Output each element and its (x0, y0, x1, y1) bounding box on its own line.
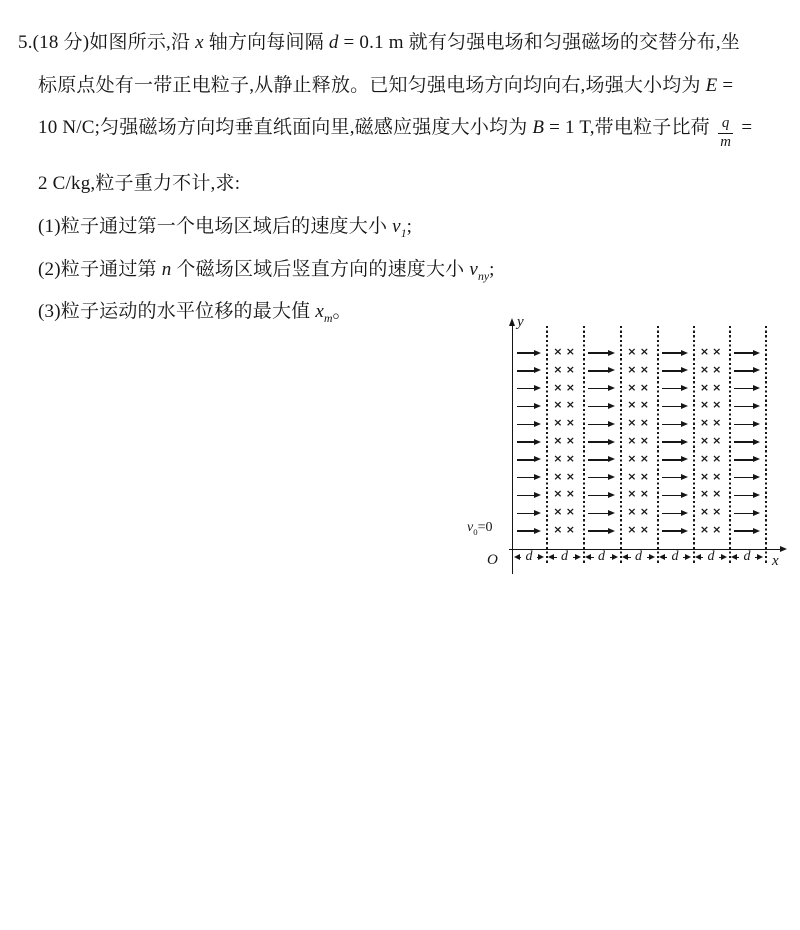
b-field-cross-symbol: × (712, 505, 722, 519)
b-field-cross-symbol: × (712, 416, 722, 430)
e-field-arrow-line (734, 424, 753, 426)
e-field-arrow-line (588, 441, 608, 443)
e-field-arrow-line (662, 530, 681, 532)
b-field-cross-symbol: × (627, 398, 637, 412)
e-field-arrow-head (608, 492, 615, 498)
d-segment-label: d (743, 549, 751, 564)
e-field-arrow-head (608, 403, 615, 409)
b-field-cross-symbol: × (553, 505, 563, 519)
problem-line-2 (38, 70, 733, 97)
e-field-arrow-line (734, 459, 753, 461)
e-field-arrow-line (662, 424, 681, 426)
e-field-arrow-head (753, 403, 760, 409)
b-field-cross-symbol: × (553, 345, 563, 358)
e-field-arrow-head (753, 439, 760, 445)
e-field-arrow-head (753, 492, 760, 498)
e-field-arrow-line (588, 388, 608, 390)
b-field-cross-symbol: × (627, 362, 637, 376)
question-2 (38, 254, 495, 284)
b-field-cross-symbol: × (699, 362, 710, 376)
math-var-v0: v (467, 520, 474, 535)
b-field-cross-symbol: × (699, 398, 710, 412)
e-field-arrow-head (608, 510, 615, 516)
text-run: 个磁场区域后竖直方向的速度大小 (171, 259, 470, 280)
e-field-arrow-line (662, 477, 681, 479)
d-segment-label: d (598, 549, 605, 564)
b-field-cross-symbol: × (565, 487, 576, 501)
e-field-arrow-head (534, 439, 541, 445)
e-field-arrow-line (588, 513, 608, 515)
region-boundary-dotted-line (657, 326, 659, 564)
text-run: 标原点处有一带正电粒子,从静止释放。已知匀强电场方向均向右,场强大小均为 (38, 75, 706, 96)
e-field-arrow-line (517, 477, 534, 479)
b-field-cross-symbol: × (639, 434, 650, 447)
fraction-q-over-m (718, 116, 734, 150)
e-field-arrow-line (734, 352, 753, 354)
b-field-cross-symbol: × (565, 523, 576, 536)
region-boundary-dotted-line (620, 326, 622, 564)
e-field-arrow-head (753, 528, 760, 534)
e-field-arrow-head (681, 385, 688, 391)
text-run: 5.(18 分)如图所示,沿 (18, 32, 196, 53)
y-axis-arrow-head (509, 318, 515, 326)
b-field-cross-symbol: × (639, 523, 650, 536)
question-3 (38, 296, 352, 326)
b-field-cross-symbol: × (639, 487, 650, 501)
d-segment-label: d (525, 549, 533, 564)
d-segment-label: d (707, 549, 715, 564)
text-run: 2 C/kg,粒子重力不计,求: (38, 173, 241, 194)
b-field-cross-symbol: × (565, 380, 576, 394)
b-field-cross-symbol: × (712, 345, 722, 358)
initial-velocity-label (467, 520, 492, 537)
b-field-cross-symbol: × (627, 487, 637, 501)
math-var-q: q (718, 116, 734, 134)
v0-equals-zero: =0 (477, 520, 493, 535)
e-field-arrow-head (534, 421, 541, 427)
d-arrow-right-head (538, 554, 544, 560)
b-field-cross-symbol: × (639, 416, 650, 430)
e-field-arrow-head (534, 403, 541, 409)
y-axis (512, 324, 513, 574)
text-run: (1)粒子通过第一个电场区域后的速度大小 (38, 216, 393, 237)
e-field-arrow-line (517, 513, 534, 515)
b-field-cross-symbol: × (699, 469, 710, 483)
text-run: (3)粒子运动的水平位移的最大值 (38, 301, 316, 322)
b-field-cross-symbol: × (639, 345, 650, 358)
math-var-xm: x (315, 301, 324, 322)
b-field-cross-symbol: × (639, 362, 650, 376)
b-field-cross-symbol: × (627, 469, 637, 483)
b-field-cross-symbol: × (699, 345, 710, 358)
region-boundary-dotted-line (583, 326, 585, 564)
e-field-arrow-line (517, 459, 534, 461)
region-boundary-dotted-line (693, 326, 695, 564)
subscript-0: 0 (473, 526, 478, 537)
b-field-cross-symbol: × (553, 451, 563, 465)
text-run: 10 N/C;匀强磁场方向均垂直纸面向里,磁感应强度大小均为 (38, 117, 533, 138)
e-field-arrow-line (662, 352, 681, 354)
b-field-cross-symbol: × (712, 451, 722, 465)
e-field-arrow-line (517, 495, 534, 497)
text-run: 。 (332, 301, 352, 322)
d-arrow-right-head (685, 554, 691, 560)
e-field-arrow-line (662, 495, 681, 497)
e-field-arrow-head (608, 456, 615, 462)
subscript-1: 1 (400, 226, 407, 240)
e-field-arrow-head (608, 474, 615, 480)
b-field-cross-symbol: × (553, 416, 563, 430)
e-field-arrow-head (681, 403, 688, 409)
e-field-arrow-head (753, 421, 760, 427)
b-field-cross-symbol: × (639, 505, 650, 519)
e-field-arrow-head (681, 439, 688, 445)
e-field-arrow-head (534, 350, 541, 356)
b-field-cross-symbol: × (699, 451, 710, 465)
e-field-arrow-line (734, 477, 753, 479)
b-field-cross-symbol: × (553, 487, 563, 501)
b-field-cross-symbol: × (712, 434, 722, 447)
e-field-arrow-head (753, 385, 760, 391)
subscript-ny: ny (477, 269, 490, 283)
d-arrow-right-head (649, 554, 655, 560)
b-field-cross-symbol: × (565, 469, 576, 483)
e-field-arrow-head (608, 385, 615, 391)
b-field-cross-symbol: × (699, 505, 710, 519)
region-boundary-dotted-line (546, 326, 548, 564)
e-field-arrow-head (534, 528, 541, 534)
b-field-cross-symbol: × (639, 398, 650, 412)
b-field-cross-symbol: × (639, 451, 650, 465)
math-var-m: m (720, 133, 732, 150)
e-field-arrow-line (734, 530, 753, 532)
text-run: = (717, 75, 734, 96)
problem-line-4 (38, 168, 240, 195)
b-field-cross-symbol: × (565, 505, 576, 519)
e-field-arrow-line (662, 459, 681, 461)
e-field-arrow-line (588, 530, 608, 532)
b-field-cross-symbol: × (565, 345, 576, 358)
d-segment-label: d (635, 549, 642, 564)
e-field-arrow-head (534, 492, 541, 498)
e-field-arrow-line (734, 370, 753, 372)
e-field-arrow-head (608, 350, 615, 356)
text-run: = (736, 117, 753, 138)
b-field-cross-symbol: × (712, 523, 722, 536)
e-field-arrow-line (734, 513, 753, 515)
x-axis-label: x (772, 553, 779, 569)
b-field-cross-symbol: × (553, 380, 563, 394)
e-field-arrow-head (681, 492, 688, 498)
d-arrow-right-head (575, 554, 581, 560)
math-var-E: E (705, 75, 718, 96)
region-boundary-dotted-line (729, 326, 731, 564)
b-field-cross-symbol: × (627, 434, 637, 447)
e-field-arrow-line (517, 424, 534, 426)
b-field-cross-symbol: × (712, 362, 722, 376)
b-field-cross-symbol: × (699, 380, 710, 394)
e-field-arrow-line (662, 370, 681, 372)
e-field-arrow-head (681, 350, 688, 356)
e-field-arrow-line (734, 495, 753, 497)
subscript-m: m (323, 311, 333, 325)
origin-label: O (487, 552, 498, 568)
problem-line-1 (18, 27, 740, 54)
region-boundary-dotted-line (765, 326, 767, 564)
d-segment-label: d (561, 549, 568, 564)
e-field-arrow-line (734, 441, 753, 443)
e-field-arrow-line (662, 388, 681, 390)
y-axis-label: y (517, 314, 524, 330)
b-field-cross-symbol: × (627, 416, 637, 430)
e-field-arrow-head (681, 456, 688, 462)
math-var-d: d (328, 32, 339, 53)
b-field-cross-symbol: × (712, 380, 722, 394)
b-field-cross-symbol: × (712, 469, 722, 483)
math-var-x: x (195, 32, 204, 53)
e-field-arrow-head (534, 510, 541, 516)
e-field-arrow-line (662, 513, 681, 515)
e-field-arrow-line (734, 406, 753, 408)
b-field-cross-symbol: × (627, 523, 637, 536)
b-field-cross-symbol: × (565, 416, 576, 430)
e-field-arrow-head (753, 456, 760, 462)
text-run: = 1 T,带电粒子比荷 (544, 117, 715, 138)
b-field-cross-symbol: × (627, 451, 637, 465)
b-field-cross-symbol: × (712, 487, 722, 501)
b-field-cross-symbol: × (553, 434, 563, 447)
d-arrow-right-head (757, 554, 763, 560)
b-field-cross-symbol: × (639, 469, 650, 483)
e-field-arrow-head (534, 456, 541, 462)
math-var-B: B (532, 117, 545, 138)
e-field-arrow-head (608, 367, 615, 373)
math-var-n: n (161, 259, 172, 280)
e-field-arrow-line (734, 388, 753, 390)
e-field-arrow-head (753, 474, 760, 480)
e-field-arrow-line (588, 406, 608, 408)
text-run: ; (489, 259, 495, 280)
math-var-vny: v (469, 259, 478, 280)
b-field-cross-symbol: × (553, 523, 563, 536)
e-field-arrow-head (608, 421, 615, 427)
e-field-arrow-line (588, 495, 608, 497)
e-field-arrow-line (588, 477, 608, 479)
e-field-arrow-head (753, 510, 760, 516)
e-field-arrow-head (681, 421, 688, 427)
text-run: = 0.1 m 就有匀强电场和匀强磁场的交替分布,坐 (338, 32, 741, 53)
b-field-cross-symbol: × (553, 398, 563, 412)
e-field-arrow-line (588, 459, 608, 461)
e-field-arrow-line (517, 441, 534, 443)
e-field-arrow-head (681, 510, 688, 516)
b-field-cross-symbol: × (565, 362, 576, 376)
e-field-arrow-head (753, 367, 760, 373)
e-field-arrow-head (681, 528, 688, 534)
d-arrow-right-head (612, 554, 618, 560)
e-field-arrow-line (517, 352, 534, 354)
question-1 (38, 211, 412, 241)
b-field-cross-symbol: × (627, 345, 637, 358)
b-field-cross-symbol: × (553, 469, 563, 483)
b-field-cross-symbol: × (553, 362, 563, 376)
e-field-arrow-head (608, 528, 615, 534)
x-axis-arrow-head (780, 546, 787, 552)
e-field-arrow-head (753, 350, 760, 356)
e-field-arrow-head (534, 474, 541, 480)
text-run: 轴方向每间隔 (203, 32, 329, 53)
e-field-arrow-head (681, 367, 688, 373)
e-field-arrow-line (517, 406, 534, 408)
e-field-arrow-line (588, 370, 608, 372)
b-field-cross-symbol: × (712, 398, 722, 412)
e-field-arrow-line (517, 388, 534, 390)
e-field-arrow-line (662, 406, 681, 408)
d-segment-label: d (671, 549, 679, 564)
e-field-arrow-head (534, 385, 541, 391)
text-run: ; (406, 216, 413, 237)
text-run: (2)粒子通过第 (38, 259, 162, 280)
e-field-arrow-line (517, 370, 534, 372)
math-var-v1: v (392, 216, 401, 237)
b-field-cross-symbol: × (699, 487, 710, 501)
e-field-arrow-line (517, 530, 534, 532)
b-field-cross-symbol: × (639, 380, 650, 394)
e-field-arrow-head (534, 367, 541, 373)
e-field-arrow-line (662, 441, 681, 443)
field-diagram (465, 316, 800, 588)
b-field-cross-symbol: × (699, 416, 710, 430)
e-field-arrow-head (681, 474, 688, 480)
b-field-cross-symbol: × (565, 434, 576, 447)
b-field-cross-symbol: × (699, 523, 710, 536)
b-field-cross-symbol: × (565, 398, 576, 412)
d-arrow-right-head (721, 554, 727, 560)
e-field-arrow-line (588, 424, 608, 426)
b-field-cross-symbol: × (565, 451, 576, 465)
e-field-arrow-head (608, 439, 615, 445)
b-field-cross-symbol: × (627, 505, 637, 519)
b-field-cross-symbol: × (699, 434, 710, 447)
problem-line-3 (38, 112, 752, 150)
b-field-cross-symbol: × (627, 380, 637, 394)
e-field-arrow-line (588, 352, 608, 354)
